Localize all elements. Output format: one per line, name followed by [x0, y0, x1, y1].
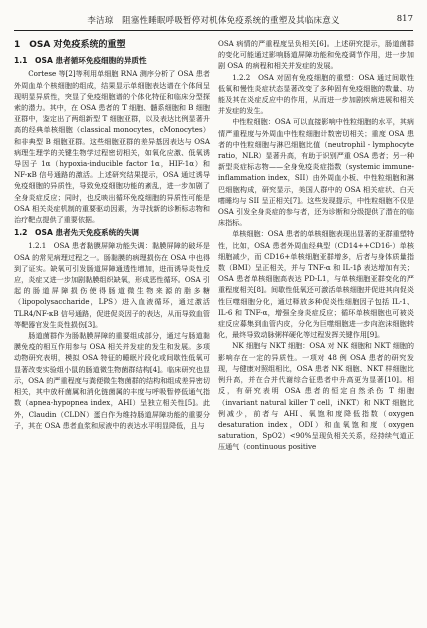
running-header [0, 0, 427, 34]
section-title: 1 OSA 对免疫系统的重塑 [14, 40, 126, 50]
paragraph: 1.2.1 OSA 患者黏膜屏障功能失调：黏膜屏障的破坏是 OSA 的常见病理过程之一。肠黏膜的病理损伤在 OSA 中也得到了证实。缺氧可引发肠道屏障通透性增加，进而诱导炎性反应，炎症又进一步加剧黏膜组织缺氧，形成恶性循环。OSA 引起的肠道屏障损伤使得肠道微生物来源的脂多糖（lipopolysaccharide，LPS）进入血液循环，通过激活 TLR4/NF-κB 信号通路，促进促炎因子的表达，从而导致血管等靶器官发生炎性损伤[3]。 [14, 241, 210, 329]
header-rule [14, 30, 413, 31]
paragraph: OSA 病情的严重程度呈负相关[6]。上述研究提示，肠道菌群的变化可能通过影响肠道屏障功能和免疫调节作用，进一步加剧 OSA 的病程和相关并发症的发展。 [218, 39, 414, 71]
paragraph: 单核细胞：OSA 患者的单核细胞表现出显著的亚群重塑特性，比如，OSA 患者外周血经典型（CD14++CD16-）单核细胞减少，而 CD16+单核细胞亚群增多，后者与身体质量指数（BMI）呈正相关，并与 TNF-α 和 IL-1β 表达增加有关；OSA 患者单核细胞高表达 PD-L1，与单核细胞亚群变化的严重程度相关[8]。间歇性低氧还可激活单核细胞并促进其向促炎性巨噬细胞分化，通过释放多种促炎性细胞因子包括 IL-1、IL-6 和 TNF-α，增强全身炎症反应；循环单核细胞也可被炎症反应募集到血管内皮，分化为巨噬细胞进一步向泡沫细胞转化，最终导致动脉粥样硬化等过程发挥关键作用[9]。 [218, 229, 414, 340]
paragraph: 中性粒细胞：OSA 可以直接影响中性粒细胞的水平，其病情严重程度与外周血中性粒细胞计数密切相关；重度 OSA 患者的中性粒细胞与淋巴细胞比值（neutrophil - lymphocyte ratio，NLR）显著升高，有助于识别严重 OSA 患者；另一种新型炎症标志物——全身免疫炎症指数（systemic immune-inflammation index，SII）由外周血小板、中性粒细胞和淋巴细胞构成，研究显示，美国人群中的 OSA 相关症状、白天嗜睡均与 SII 呈正相关[7]。这些发现提示，中性粒细胞不仅是 OSA 引发全身炎症的参与者，还为诊断和分级提供了潜在的临床指标。 [218, 117, 414, 228]
paragraph: 肠道菌群作为肠黏膜屏障的重要组成部分，通过与肠道黏膜免疫的相互作用参与 OSA 相关并发症的发生和发展。多项动物研究表明，模拟 OSA 特征的睡眠片段化或间歇性低氧可显著改变实验组小鼠的肠道微生物菌群结构[4]。临床研究也显示，OSA 的严重程度与粪便微生物菌群的结构和组成差异密切相关，其中放秆菌属和消化链菌属的丰度与呼吸暂停低通气指数（apnea-hypopnea index，AHI）呈独立相关性[5]。此外，Claudin（CLDN）蛋白作为维持肠道屏障功能的重要分子，其在 OSA 患者血浆和尿液中的表达水平明显降低，且与 [14, 331, 210, 430]
paragraph: 1.2.2 OSA 对固有免疫细胞的重塑：OSA 通过间歇性低氧和慢性炎症状态显著改变了多种固有免疫细胞的数量、功能及其在炎症反应中的作用，从而进一步加剧疾病进展和相关并发症的发生。 [218, 72, 414, 116]
paragraph: NK 细胞与 NKT 细胞：OSA 对 NK 细胞和 NKT 细胞的影响存在一定的异质性。一项对 48 例 OSA 患者的研究发现，与健康对照组相比，OSA 患者 NK 细胞、NKT 样细胞比例升高，并在合并代谢综合征患者中升高更为显著[10]。相反，有研究表明 OSA 患者的恒定自然杀伤 T 细胞（invariant natural killer T cell，iNKT）和 NKT 细胞比例减少，前者与 AHI、氧饱和度降低指数（oxygen desaturation index，ODI）和血氧饱和度（oxygen saturation，SpO2）<90%呈现负相关关系，经持续气道正压通气（continuous positive [218, 341, 414, 452]
page-number: 817 [396, 14, 413, 24]
right-column [218, 38, 414, 453]
subsection-title-1-2: 1.2 OSA 患者先天免疫系统的失调 [14, 228, 140, 238]
running-title: 李洁琼 阻塞性睡眠呼吸暂停对机体免疫系统的重塑及其临床意义 [87, 16, 340, 26]
paragraph: Cortese 等[2]等利用单细胞 RNA 测序分析了 OSA 患者外周血单个核细胞的组成，结果显示单细胞表达谱在个体间呈现明显异质性，突显了免疫细胞谱的个体化特征和临床分型探索的潜力。其中，在 OSA 患者的 T 细胞、髓系细胞和 B 细胞亚群中，鉴定出了两组新型 T 细胞亚群，以及表达比例显著升高的经典单核细胞（classical monocytes，cMonocytes）和非典型 B 细胞亚群。这些细胞亚群的差异基因表达与 OSA 病理生理学的关键生物学过程密切相关，如氧化应激、低氧诱导因子 1α（hypoxia-inducible factor 1α，HIF-1α）和 NF-κB 信号通路的激活。上述研究结果提示，OSA 通过诱导免疫细胞的异质性，导致免疫细胞功能的紊乱，进一步加剧了全身炎症反应；同时，也反映出循环免疫细胞的异质性可能是 OSA 相关炎症机制的重要驱动因素，为寻找新的诊断标志物和治疗靶点提供了重要依据。 [14, 69, 210, 225]
left-column [14, 38, 210, 431]
subsection-title-1-1: 1.1 OSA 患者循环免疫细胞的异质性 [14, 56, 147, 66]
